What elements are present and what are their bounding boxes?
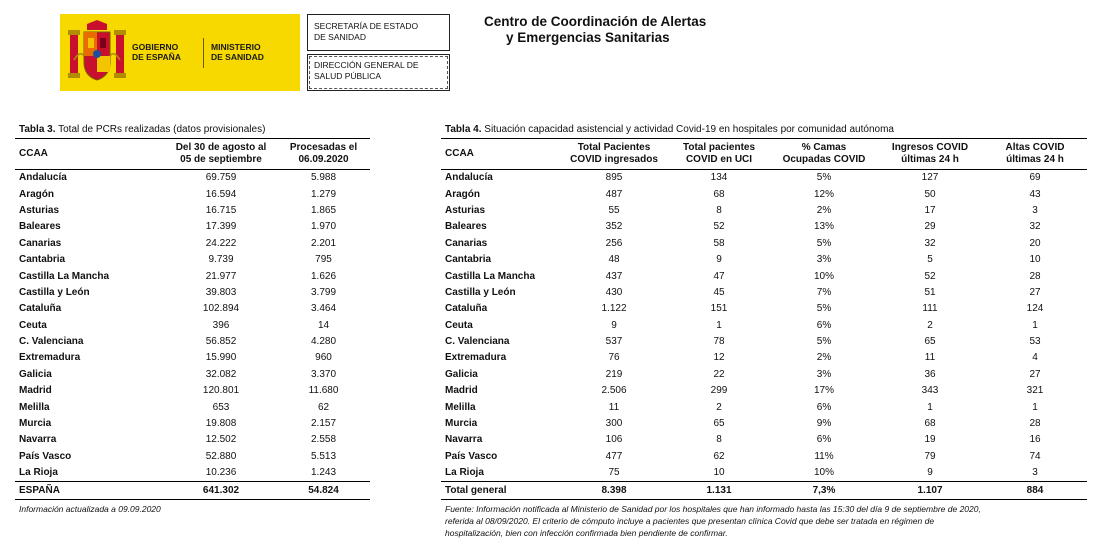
table-cell: 437 xyxy=(605,270,623,282)
table-row xyxy=(15,399,370,415)
table-cell: 5% xyxy=(816,336,832,348)
table-row xyxy=(15,416,370,432)
table-cell: 14 xyxy=(317,319,330,331)
table-cell: 55 xyxy=(608,204,620,216)
table-cell: 15.990 xyxy=(205,352,237,364)
table-row xyxy=(15,318,370,334)
region-name: País Vasco xyxy=(19,450,72,462)
total-cell: 1.131 xyxy=(706,484,732,496)
table-cell: 1 xyxy=(1032,319,1038,331)
table-cell: 3.799 xyxy=(310,286,337,298)
region-name: Murcia xyxy=(19,418,52,430)
table-cell: 11 xyxy=(924,352,936,364)
region-name: Canarias xyxy=(19,237,62,249)
table-cell: 3 xyxy=(1032,467,1038,479)
table-cell: 47 xyxy=(713,270,725,282)
total-label: ESPAÑA xyxy=(19,484,60,496)
table-cell: 5% xyxy=(816,172,832,184)
table-cell: 960 xyxy=(315,352,332,364)
table-cell: 27 xyxy=(1029,286,1041,298)
table-row xyxy=(441,432,1087,448)
logo-divider xyxy=(203,38,204,68)
table-cell: 32 xyxy=(924,237,936,249)
total-cell: 641.302 xyxy=(202,484,240,496)
table-row xyxy=(441,186,1087,202)
table-cell: 21.977 xyxy=(205,270,237,282)
table-cell: 65 xyxy=(924,336,936,348)
table-cell: 795 xyxy=(315,254,332,266)
table-cell: 20 xyxy=(1029,237,1041,249)
table-cell: 78 xyxy=(713,336,725,348)
table-row xyxy=(441,170,1087,187)
table-cell: 36 xyxy=(924,368,936,380)
table-cell: 12% xyxy=(813,188,834,200)
table-cell: 3.464 xyxy=(310,303,337,315)
table-cell: 52.880 xyxy=(205,450,237,462)
table-cell: 16 xyxy=(1029,434,1041,446)
pcr-table xyxy=(15,138,370,500)
header-ccaa: CCAA xyxy=(19,148,48,159)
region-name: Melilla xyxy=(19,401,50,413)
region-name: Cantabria xyxy=(445,254,492,266)
table-row xyxy=(441,268,1087,284)
table-row xyxy=(15,465,370,482)
table-cell: 10 xyxy=(713,467,725,479)
total-cell: 7,3% xyxy=(812,484,836,496)
table-cell: 321 xyxy=(1026,385,1044,397)
table-cell: 22 xyxy=(713,368,725,380)
region-name: Baleares xyxy=(445,221,487,233)
table-cell: 2 xyxy=(716,401,722,413)
table-cell: 2% xyxy=(816,204,832,216)
table-cell: 13% xyxy=(813,221,834,233)
table-cell: 1.626 xyxy=(310,270,337,282)
table-row xyxy=(441,203,1087,219)
table-cell: 9 xyxy=(927,467,933,479)
table-cell: 16.594 xyxy=(205,188,237,200)
table-cell: 343 xyxy=(921,385,939,397)
table-cell: 75 xyxy=(608,467,620,479)
table-cell: 10% xyxy=(813,467,834,479)
region-name: Asturias xyxy=(445,204,486,216)
table-row xyxy=(15,350,370,366)
direccion-box: DIRECCIÓN GENERAL DE SALUD PÚBLICA xyxy=(307,54,450,91)
region-name: Cataluña xyxy=(19,303,62,315)
table-row xyxy=(441,416,1087,432)
table-cell: 219 xyxy=(605,368,623,380)
region-name: Castilla La Mancha xyxy=(19,270,110,282)
table-cell: 10.236 xyxy=(205,467,237,479)
table-row xyxy=(441,334,1087,350)
region-name: Aragón xyxy=(445,188,480,200)
region-name: La Rioja xyxy=(19,467,58,479)
table-row xyxy=(15,186,370,202)
table-cell: 7% xyxy=(816,286,832,298)
table-cell: 52 xyxy=(713,221,725,233)
table-row xyxy=(441,449,1087,465)
region-name: Extremadura xyxy=(445,352,507,364)
table-row xyxy=(441,367,1087,383)
table-cell: 39.803 xyxy=(205,286,237,298)
table-row xyxy=(15,383,370,399)
table-cell: 48 xyxy=(608,254,620,266)
table-cell: 1 xyxy=(716,319,722,331)
table-row xyxy=(15,301,370,317)
region-name: Asturias xyxy=(19,204,60,216)
table-cell: 12.502 xyxy=(205,434,237,446)
table-cell: 50 xyxy=(924,188,936,200)
table-cell: 1 xyxy=(1032,401,1038,413)
region-name: Baleares xyxy=(19,221,61,233)
table-cell: 256 xyxy=(605,237,623,249)
table-cell: 32.082 xyxy=(205,368,237,380)
region-name: Castilla y León xyxy=(445,286,516,298)
table-cell: 74 xyxy=(1029,450,1041,462)
table-cell: 5% xyxy=(816,237,832,249)
table-cell: 11.680 xyxy=(308,385,339,397)
table-cell: 653 xyxy=(212,401,230,413)
region-name: La Rioja xyxy=(445,467,484,479)
table-cell: 62 xyxy=(713,450,725,462)
table-cell: 8 xyxy=(716,434,722,446)
table-cell: 6% xyxy=(816,319,832,331)
table-cell: 2 xyxy=(927,319,933,331)
table-cell: 28 xyxy=(1029,418,1041,430)
table-cell: 6% xyxy=(816,401,832,413)
table-cell: 106 xyxy=(605,434,623,446)
region-name: Galicia xyxy=(445,368,478,380)
table-cell: 11 xyxy=(608,401,620,413)
total-row xyxy=(15,482,370,499)
table-row xyxy=(441,236,1087,252)
table-cell: 111 xyxy=(922,303,938,315)
table-cell: 124 xyxy=(1026,303,1044,315)
region-name: Galicia xyxy=(19,368,52,380)
header-col-3: % Camas Ocupadas COVID xyxy=(782,142,866,165)
table-cell: 2% xyxy=(816,352,832,364)
region-name: C. Valenciana xyxy=(445,336,510,348)
region-name: C. Valenciana xyxy=(19,336,84,348)
table-row xyxy=(15,252,370,268)
table-cell: 895 xyxy=(605,172,623,184)
table-cell: 487 xyxy=(605,188,623,200)
table-row xyxy=(15,219,370,235)
header-col-2: Total pacientes COVID en UCI xyxy=(682,142,756,165)
table-cell: 537 xyxy=(605,336,623,348)
table4-source-note: Fuente: Información notificada al Ministerio de Sanidad por los hospitales que han informado hasta las 15:30 del día 9 de septiembre de 2020, referida al 08/09/2020. El criterio de cómputo incluye a pacientes que presentan clínica Covid que debe ser tratada en régimen de hospitalización, bien con infección confirmada bien pendiente de confirmar. xyxy=(445,504,981,538)
table-cell: 9 xyxy=(611,319,617,331)
table-cell: 10% xyxy=(813,270,834,282)
gobierno-label: GOBIERNO DE ESPAÑA xyxy=(132,42,181,62)
total-cell: 1.107 xyxy=(917,484,943,496)
region-name: Ceuta xyxy=(19,319,47,331)
table-row xyxy=(441,285,1087,301)
table-header-row xyxy=(441,139,1087,170)
table-cell: 69.759 xyxy=(205,172,237,184)
region-name: Ceuta xyxy=(445,319,473,331)
table-cell: 27 xyxy=(1029,368,1041,380)
table-cell: 151 xyxy=(710,303,728,315)
table-cell: 4 xyxy=(1032,352,1038,364)
table-cell: 29 xyxy=(924,221,936,233)
table-cell: 28 xyxy=(1029,270,1041,282)
region-name: Cantabria xyxy=(19,254,66,266)
header-processed: Procesadas el 06.09.2020 xyxy=(289,142,358,165)
table-cell: 17% xyxy=(813,385,834,397)
region-name: Murcia xyxy=(445,418,478,430)
table-cell: 9 xyxy=(716,254,722,266)
region-name: Cataluña xyxy=(445,303,488,315)
gobierno-logo xyxy=(60,14,300,91)
region-name: Madrid xyxy=(19,385,52,397)
ministerio-label: MINISTERIO DE SANIDAD xyxy=(211,42,264,62)
table-cell: 1.243 xyxy=(310,467,337,479)
table-cell: 396 xyxy=(212,319,230,331)
table-cell: 17.399 xyxy=(205,221,237,233)
table-cell: 8 xyxy=(716,204,722,216)
table-cell: 9.739 xyxy=(208,254,234,266)
table-cell: 134 xyxy=(710,172,728,184)
table-row xyxy=(441,399,1087,415)
table-cell: 10 xyxy=(1029,254,1041,266)
table-cell: 2.506 xyxy=(601,385,627,397)
region-name: Madrid xyxy=(445,385,478,397)
table-row xyxy=(15,334,370,350)
table-cell: 68 xyxy=(924,418,936,430)
table-row xyxy=(441,465,1087,482)
table-row xyxy=(441,301,1087,317)
region-name: Castilla y León xyxy=(19,286,90,298)
table-cell: 477 xyxy=(605,450,623,462)
table-row xyxy=(15,285,370,301)
region-name: Navarra xyxy=(445,434,483,446)
table-cell: 79 xyxy=(924,450,936,462)
table-cell: 299 xyxy=(710,385,728,397)
region-name: Andalucía xyxy=(19,172,67,184)
table-cell: 1.122 xyxy=(601,303,627,315)
table-cell: 5 xyxy=(927,254,933,266)
table-cell: 53 xyxy=(1029,336,1041,348)
table-cell: 120.801 xyxy=(202,385,240,397)
table-cell: 352 xyxy=(605,221,623,233)
hospital-capacity-table xyxy=(441,138,1087,500)
table-row xyxy=(15,236,370,252)
region-name: Melilla xyxy=(445,401,476,413)
table-cell: 3% xyxy=(816,254,832,266)
table-row xyxy=(15,432,370,448)
table4-caption: Tabla 4. Situación capacidad asistencial y actividad Covid-19 en hospitales por comunidad autónoma xyxy=(445,124,894,135)
table-cell: 3% xyxy=(816,368,832,380)
table-cell: 102.894 xyxy=(202,303,240,315)
table-cell: 69 xyxy=(1029,172,1041,184)
table-cell: 5.513 xyxy=(310,450,337,462)
table-cell: 45 xyxy=(713,286,725,298)
table-cell: 2.558 xyxy=(310,434,337,446)
table3-note: Información actualizada a 09.09.2020 xyxy=(19,504,161,514)
table-cell: 56.852 xyxy=(205,336,237,348)
total-cell: 884 xyxy=(1026,484,1044,496)
table-cell: 127 xyxy=(921,172,939,184)
table-cell: 19 xyxy=(924,434,936,446)
coat-of-arms-icon xyxy=(68,20,126,84)
total-label: Total general xyxy=(445,484,507,496)
table-row xyxy=(441,252,1087,268)
table-cell: 17 xyxy=(924,204,936,216)
table-cell: 2.157 xyxy=(310,418,337,430)
header-col-5: Altas COVID últimas 24 h xyxy=(1005,142,1065,165)
header-col-4: Ingresos COVID últimas 24 h xyxy=(891,142,969,165)
department-boxes xyxy=(307,14,452,91)
table-cell: 5.988 xyxy=(310,172,337,184)
table-cell: 5% xyxy=(816,303,832,315)
center-title: Centro de Coordinación de Alertas y Emergencias Sanitarias xyxy=(484,14,707,45)
table-cell: 430 xyxy=(605,286,623,298)
table-cell: 1.279 xyxy=(310,188,337,200)
table-row xyxy=(15,170,370,187)
region-name: Castilla La Mancha xyxy=(445,270,536,282)
table-cell: 12 xyxy=(713,352,725,364)
total-row xyxy=(441,482,1087,499)
table-cell: 32 xyxy=(1029,221,1041,233)
table-row xyxy=(15,449,370,465)
header-period: Del 30 de agosto al 05 de septiembre xyxy=(175,142,267,165)
region-name: Extremadura xyxy=(19,352,81,364)
table-cell: 65 xyxy=(713,418,725,430)
table-cell: 11% xyxy=(814,450,834,462)
secretaria-box: SECRETARÍA DE ESTADO DE SANIDAD xyxy=(307,14,450,51)
table-cell: 3 xyxy=(1032,204,1038,216)
table-row xyxy=(441,350,1087,366)
table-cell: 4.280 xyxy=(310,336,337,348)
region-name: Canarias xyxy=(445,237,488,249)
table-cell: 52 xyxy=(924,270,936,282)
total-cell: 8.398 xyxy=(601,484,627,496)
table-cell: 9% xyxy=(816,418,832,430)
table-row xyxy=(441,219,1087,235)
table-cell: 16.715 xyxy=(205,204,237,216)
table-cell: 51 xyxy=(924,286,936,298)
table-cell: 3.370 xyxy=(310,368,337,380)
header-col-1: Total Pacientes COVID ingresados xyxy=(570,142,658,165)
table-cell: 1.970 xyxy=(310,221,337,233)
region-name: País Vasco xyxy=(445,450,498,462)
table-cell: 6% xyxy=(816,434,832,446)
region-name: Andalucía xyxy=(445,172,493,184)
table-cell: 58 xyxy=(713,237,725,249)
table-cell: 76 xyxy=(608,352,620,364)
region-name: Aragón xyxy=(19,188,54,200)
table-cell: 43 xyxy=(1029,188,1041,200)
table-header-row xyxy=(15,139,370,170)
table-cell: 19.808 xyxy=(205,418,237,430)
total-cell: 54.824 xyxy=(308,484,339,496)
table-cell: 24.222 xyxy=(205,237,237,249)
table-cell: 1.865 xyxy=(310,204,337,216)
region-name: Navarra xyxy=(19,434,57,446)
table-cell: 68 xyxy=(713,188,725,200)
table-cell: 2.201 xyxy=(310,237,337,249)
table-cell: 300 xyxy=(605,418,623,430)
header-col-0: CCAA xyxy=(445,148,474,159)
table-row xyxy=(15,203,370,219)
table-row xyxy=(441,383,1087,399)
table-row xyxy=(441,318,1087,334)
table-row xyxy=(15,268,370,284)
table3-caption: Tabla 3. Total de PCRs realizadas (datos provisionales) xyxy=(19,124,266,135)
table-cell: 1 xyxy=(927,401,933,413)
table-cell: 62 xyxy=(317,401,330,413)
table-row xyxy=(15,367,370,383)
